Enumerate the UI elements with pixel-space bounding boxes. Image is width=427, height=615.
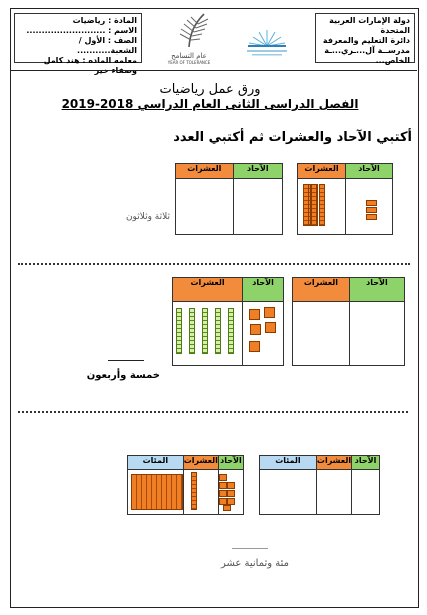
answer-line-3: [232, 548, 268, 549]
country-line: دائرة التعليم والمعرفة: [322, 36, 410, 45]
ones-units-3: [219, 474, 237, 510]
answer-line-2: [108, 360, 144, 361]
header-divider: [10, 70, 417, 71]
tens-answer-cell[interactable]: [293, 302, 350, 366]
tens-header: العشرات: [298, 164, 346, 179]
tens-header: العشرات: [183, 456, 218, 470]
country-line: دولة الإمارات العربية: [329, 16, 410, 25]
student-info-box: [14, 13, 142, 75]
ones-units-1: [366, 200, 378, 224]
tens-header: العشرات: [316, 456, 351, 470]
tens-header: العشرات: [173, 278, 243, 302]
subject-field: المادة : رياضيات: [72, 16, 137, 25]
base-ten-blocks-1: [175, 178, 283, 234]
country-line: المتحدة: [380, 26, 410, 35]
country-box: [315, 13, 415, 63]
country-line: مدرســة آل...ـري...ـة الخاص...: [324, 46, 410, 65]
ones-header: الآحاد: [352, 456, 380, 470]
tens-rods-2: [176, 308, 240, 358]
ones-header: الآحاد: [233, 164, 282, 179]
teacher-field: معلمه الماده : هند كامل وصفاء خير: [43, 56, 137, 75]
education-department-logo: [238, 24, 296, 58]
worksheet-subtitle: الفصل الدراسى الثانى العام الدراسي 2018-2019: [61, 97, 359, 111]
number-words-1: ثلاثة وثلاثون: [125, 212, 170, 222]
name-field: الاسم : ..........................: [26, 26, 137, 35]
ones-header: الآحاد: [349, 278, 404, 302]
hundreds-answer-cell[interactable]: [260, 470, 317, 515]
section-divider: [18, 263, 410, 265]
tens-rod-3: [191, 472, 201, 512]
tens-header: العشرات: [293, 278, 350, 302]
ones-header: الآحاد: [243, 278, 284, 302]
worksheet-title: ورق عمل رياضيات: [159, 82, 261, 97]
tens-header: العشرات: [176, 164, 234, 179]
ones-answer-cell[interactable]: [349, 302, 404, 366]
ones-answer-cell[interactable]: [352, 470, 380, 515]
hundreds-header: المئات: [128, 456, 184, 470]
answer-table-3: [259, 455, 380, 515]
number-words-2: خمسة وأربعون: [86, 370, 160, 381]
hundreds-header: المئات: [260, 456, 317, 470]
ones-header: الآحاد: [345, 164, 392, 179]
hundreds-flat-3: [131, 474, 183, 510]
tolerance-logo-text: عام التسامح: [171, 52, 207, 60]
tens-rods-1: [303, 184, 343, 228]
ones-header: الآحاد: [218, 456, 243, 470]
year-of-tolerance-logo: [160, 12, 218, 65]
number-words-3: مئة وثمانية عشر: [220, 558, 290, 569]
answer-table-2: [292, 277, 405, 366]
tolerance-logo-subtitle: YEAR OF TOLERANCE: [167, 60, 211, 65]
tens-answer-cell[interactable]: [316, 470, 351, 515]
section-divider: [18, 411, 408, 413]
instruction-text: أكتبي الآحاد والعشرات ثم أكتبي العدد: [173, 130, 412, 145]
class-field: الصف : الأول / الشعبة...........: [77, 36, 137, 55]
sunburst-logo-icon: [238, 24, 296, 58]
palm-leaf-icon: [160, 12, 218, 48]
ones-cubes-2: [246, 307, 282, 359]
